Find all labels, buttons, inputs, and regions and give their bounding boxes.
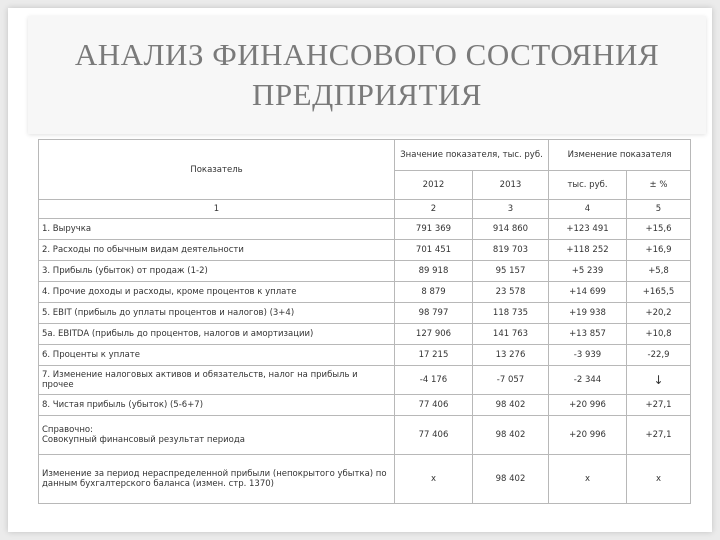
- table-row: [39, 261, 691, 282]
- table-row: [39, 240, 691, 261]
- change-pct: +20,2: [627, 303, 691, 324]
- change-abs: -2 344: [549, 366, 627, 395]
- row-label: 8. Чистая прибыль (убыток) (5-6+7): [39, 395, 395, 416]
- change-pct: +15,6: [627, 219, 691, 240]
- table-row: [39, 395, 691, 416]
- header-col-num: 3: [473, 200, 549, 219]
- header-year-2013: 2013: [473, 171, 549, 200]
- row-label: Изменение за период нераспределенной прибыли (непокрытого убытка) по данным бухгалтерского баланса (измен. стр. 1370): [39, 455, 395, 504]
- value-2013: 95 157: [473, 261, 549, 282]
- row-label: 3. Прибыль (убыток) от продаж (1-2): [39, 261, 395, 282]
- value-2012: 8 879: [395, 282, 473, 303]
- value-2013: 98 402: [473, 395, 549, 416]
- value-2013: 98 402: [473, 416, 549, 455]
- row-label: 7. Изменение налоговых активов и обязательств, налог на прибыль и прочее: [39, 366, 395, 395]
- header-change-group: Изменение показателя: [549, 140, 691, 171]
- table-row: [39, 345, 691, 366]
- row-label: 1. Выручка: [39, 219, 395, 240]
- table-row: [39, 416, 691, 455]
- value-2013: 819 703: [473, 240, 549, 261]
- value-2012: 77 406: [395, 416, 473, 455]
- header-year-2012: 2012: [395, 171, 473, 200]
- row-label: 4. Прочие доходы и расходы, кроме процентов к уплате: [39, 282, 395, 303]
- value-2012: 127 906: [395, 324, 473, 345]
- header-col-num: 4: [549, 200, 627, 219]
- value-2013: 13 276: [473, 345, 549, 366]
- value-2012: 701 451: [395, 240, 473, 261]
- table-row: [39, 455, 691, 504]
- table-row: [39, 303, 691, 324]
- change-abs: +13 857: [549, 324, 627, 345]
- value-2012: 98 797: [395, 303, 473, 324]
- row-label: Справочно: Совокупный финансовый результат периода: [39, 416, 395, 455]
- value-2013: 23 578: [473, 282, 549, 303]
- change-pct: ↓: [627, 366, 691, 395]
- value-2012: 89 918: [395, 261, 473, 282]
- value-2013: 914 860: [473, 219, 549, 240]
- change-pct: x: [627, 455, 691, 504]
- change-abs: +20 996: [549, 416, 627, 455]
- row-label: 5а. EBITDA (прибыль до процентов, налогов и амортизации): [39, 324, 395, 345]
- value-2012: 77 406: [395, 395, 473, 416]
- change-abs: +123 491: [549, 219, 627, 240]
- header-col-num: 5: [627, 200, 691, 219]
- change-pct: +165,5: [627, 282, 691, 303]
- title-box: [28, 16, 706, 134]
- value-2013: 141 763: [473, 324, 549, 345]
- header-change-abs: тыс. руб.: [549, 171, 627, 200]
- change-abs: +5 239: [549, 261, 627, 282]
- change-pct: -22,9: [627, 345, 691, 366]
- row-label: 6. Проценты к уплате: [39, 345, 395, 366]
- change-pct: +16,9: [627, 240, 691, 261]
- change-abs: +19 938: [549, 303, 627, 324]
- financial-table: [38, 139, 691, 504]
- row-label: 5. EBIT (прибыль до уплаты процентов и налогов) (3+4): [39, 303, 395, 324]
- header-change-pct: ± %: [627, 171, 691, 200]
- slide-title: АНАЛИЗ ФИНАНСОВОГО СОСТОЯНИЯ ПРЕДПРИЯТИЯ: [74, 37, 660, 112]
- change-pct: +27,1: [627, 416, 691, 455]
- change-abs: -3 939: [549, 345, 627, 366]
- value-2012: 17 215: [395, 345, 473, 366]
- value-2012: 791 369: [395, 219, 473, 240]
- header-value-group: Значение показателя, тыс. руб.: [395, 140, 549, 171]
- change-abs: +118 252: [549, 240, 627, 261]
- table-row: [39, 219, 691, 240]
- change-pct: +5,8: [627, 261, 691, 282]
- row-label: 2. Расходы по обычным видам деятельности: [39, 240, 395, 261]
- value-2013: -7 057: [473, 366, 549, 395]
- header-col-num: 2: [395, 200, 473, 219]
- header-indicator: Показатель: [39, 140, 395, 200]
- value-2013: 98 402: [473, 455, 549, 504]
- table-row: [39, 366, 691, 395]
- table-row: [39, 282, 691, 303]
- change-pct: +27,1: [627, 395, 691, 416]
- change-abs: +20 996: [549, 395, 627, 416]
- change-abs: x: [549, 455, 627, 504]
- header-col-num: 1: [39, 200, 395, 219]
- value-2013: 118 735: [473, 303, 549, 324]
- change-abs: +14 699: [549, 282, 627, 303]
- table-row: [39, 324, 691, 345]
- change-pct: +10,8: [627, 324, 691, 345]
- value-2012: -4 176: [395, 366, 473, 395]
- slide: [8, 8, 712, 532]
- value-2012: x: [395, 455, 473, 504]
